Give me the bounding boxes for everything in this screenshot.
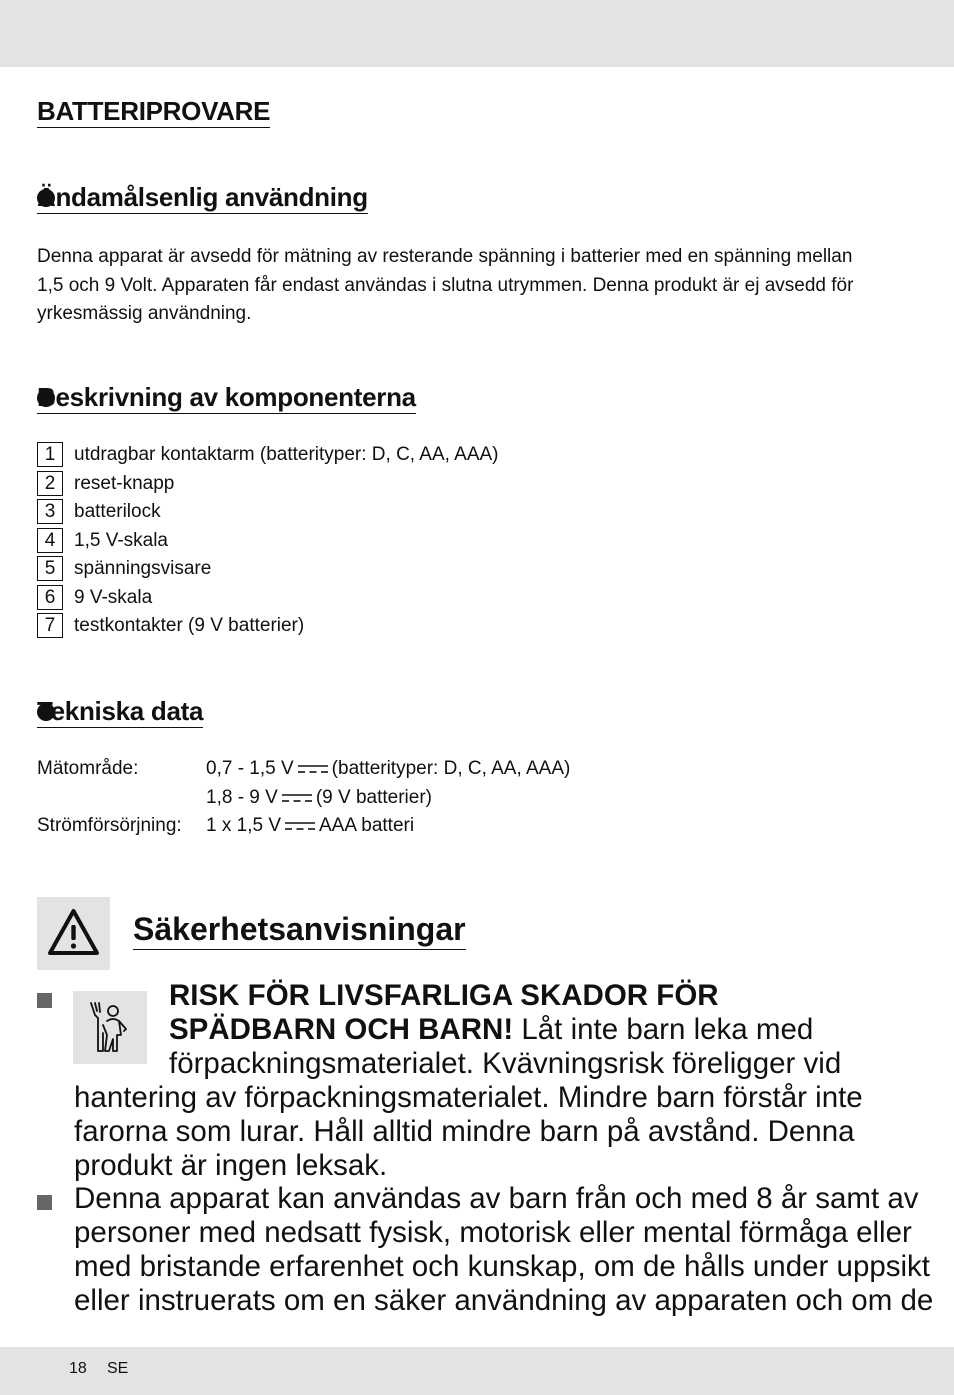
- tech-label: Mätområde:: [37, 758, 139, 779]
- tech-value-voltage: 1 x 1,5 V: [206, 815, 281, 836]
- dc-current-icon: [298, 764, 328, 774]
- dc-current-icon: [285, 821, 315, 831]
- tech-value-voltage: 0,7 - 1,5 V: [206, 758, 294, 779]
- page-number: 18: [69, 1360, 87, 1377]
- section-title-components: Beskrivning av komponenterna: [37, 382, 416, 412]
- warning1-text: Låt inte barn leka med: [513, 1013, 814, 1046]
- tech-value-note: (9 V batterier): [315, 787, 432, 808]
- child-hazard-box: [73, 991, 147, 1064]
- component-number: 7: [37, 613, 63, 638]
- purpose-line: 1,5 och 9 Volt. Apparaten får endast användas i slutna utrymmen. Denna produkt är ej avsedd för: [37, 274, 854, 296]
- component-label: batterilock: [74, 501, 161, 522]
- tech-value-note: (batterityper: D, C, AA, AAA): [331, 758, 571, 779]
- child-hazard-icon: [73, 991, 147, 1064]
- tech-value: [206, 755, 570, 784]
- warning1-line: förpackningsmaterialet. Kvävningsrisk föreligger vid: [169, 1047, 842, 1080]
- language-code: SE: [107, 1360, 129, 1377]
- component-label: reset-knapp: [74, 472, 175, 494]
- warning1-line: produkt är ingen leksak.: [74, 1149, 388, 1182]
- section-title-safety: Säkerhetsanvisningar: [133, 910, 466, 950]
- dc-current-icon: [282, 793, 312, 803]
- component-label: 9 V-skala: [74, 586, 153, 608]
- warning1-line: farorna som lurar. Håll alltid mindre barn på avstånd. Denna: [74, 1115, 855, 1148]
- component-number: 1: [37, 442, 63, 467]
- warning1-line: [169, 979, 719, 1013]
- warning1-heading: SPÄDBARN OCH BARN!: [169, 1013, 514, 1046]
- warning2-line: eller instruerats om en säker användning av apparaten och om de: [74, 1284, 934, 1317]
- component-label: utdragbar kontaktarm (batterityper: D, C, AA, AAA): [74, 444, 499, 465]
- component-number: 6: [37, 585, 63, 610]
- footer-band: [0, 1347, 954, 1395]
- component-number: 5: [37, 556, 63, 581]
- tech-label: Strömförsörjning:: [37, 815, 182, 836]
- purpose-paragraph: [37, 243, 917, 329]
- header-band: [0, 0, 954, 67]
- component-number: 3: [37, 499, 63, 524]
- section-title-technical: Tekniska data: [37, 696, 204, 726]
- section-title-purpose: Ändamålsenlig användning: [37, 182, 368, 212]
- list-bullet-square-icon: [37, 993, 52, 1008]
- warning1-heading: RISK FÖR LIVSFARLIGA SKADOR FÖR: [169, 979, 719, 1012]
- warning2-line: personer med nedsatt fysisk, motorisk eller mental förmåga eller: [74, 1216, 912, 1249]
- component-number: 4: [37, 528, 63, 553]
- tech-value: [206, 784, 432, 813]
- component-number: 2: [37, 471, 63, 496]
- component-label: spänningsvisare: [74, 558, 212, 579]
- tech-value-note: AAA batteri: [319, 815, 415, 836]
- warning1-line: [169, 1013, 813, 1047]
- document-title: BATTERIPROVARE: [37, 96, 271, 126]
- list-bullet-square-icon: [37, 1195, 52, 1210]
- warning2-line: med bristande erfarenhet och kunskap, om de hålls under uppsikt: [74, 1250, 931, 1283]
- warning-triangle-icon: [37, 897, 110, 970]
- warning-icon-box: [37, 897, 110, 970]
- tech-value-voltage: 1,8 - 9 V: [206, 787, 278, 808]
- warning1-line: hantering av förpackningsmaterialet. Mindre barn förstår inte: [74, 1081, 863, 1114]
- purpose-line: Denna apparat är avsedd för mätning av resterande spänning i batterier med en spänning mellan: [37, 246, 853, 267]
- purpose-line: yrkesmässig användning.: [37, 303, 252, 324]
- component-label: 1,5 V-skala: [74, 529, 168, 551]
- warning2-line: Denna apparat kan användas av barn från och med 8 år samt av: [74, 1182, 919, 1215]
- component-label: testkontakter (9 V batterier): [74, 615, 305, 636]
- tech-value: [206, 812, 414, 841]
